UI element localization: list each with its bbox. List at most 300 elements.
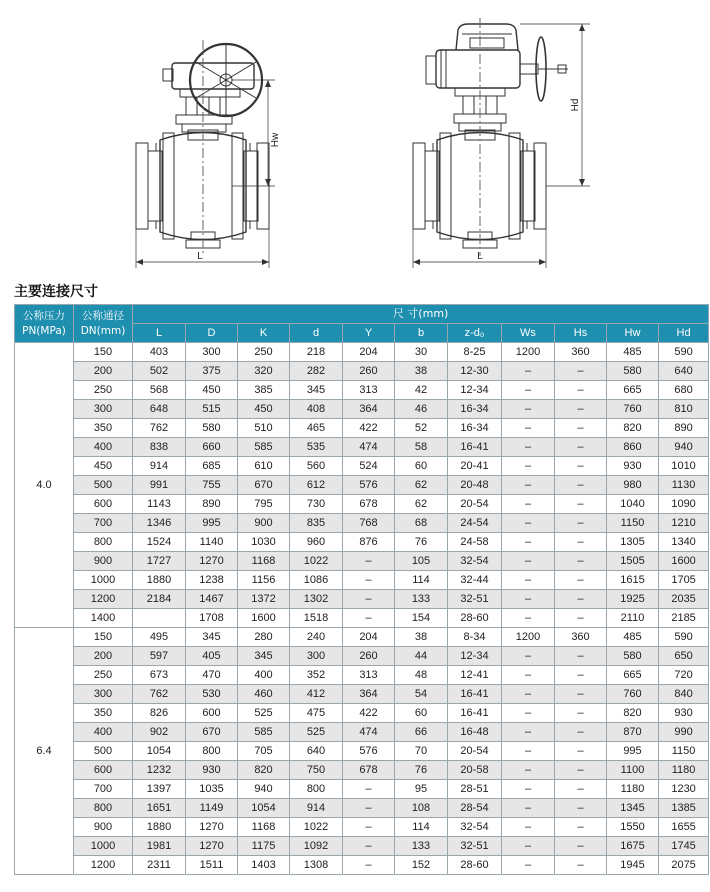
dimension-cell: 530 — [186, 685, 238, 704]
dimension-cell: 54 — [395, 685, 448, 704]
dimension-cell: – — [502, 761, 555, 780]
dimension-cell: 705 — [238, 742, 290, 761]
dimension-cell: – — [555, 514, 607, 533]
dimension-cell: 762 — [133, 419, 186, 438]
dimension-cell: 1511 — [186, 856, 238, 875]
dimension-cell: 800 — [290, 780, 343, 799]
dn-header-line1: 公称通径 — [82, 309, 124, 322]
dimension-cell: – — [502, 742, 555, 761]
dimension-cell: 1981 — [133, 837, 186, 856]
dimension-cell: – — [502, 647, 555, 666]
dimension-cell: 1054 — [133, 742, 186, 761]
dimension-cell: – — [502, 780, 555, 799]
dimension-cell: – — [555, 685, 607, 704]
dimension-cell: 1086 — [290, 571, 343, 590]
nominal-diameter-cell: 600 — [74, 495, 133, 514]
table-row — [15, 571, 709, 590]
dimension-cell: – — [502, 362, 555, 381]
dimension-cell: 568 — [133, 381, 186, 400]
dimension-cell: 640 — [290, 742, 343, 761]
gear-operated-valve-drawing — [136, 44, 269, 248]
dimension-cell: 12-30 — [448, 362, 502, 381]
dimension-cell: – — [502, 552, 555, 571]
dimension-cell: – — [555, 476, 607, 495]
dimensions-group-header: 尺 寸(mm) — [133, 305, 709, 324]
dimension-cell: – — [343, 571, 395, 590]
dimension-cell: 835 — [290, 514, 343, 533]
dimension-cell: 995 — [186, 514, 238, 533]
dimension-cell: 648 — [133, 400, 186, 419]
nominal-diameter-cell: 400 — [74, 723, 133, 742]
dimension-cell: 154 — [395, 609, 448, 628]
dimension-cell: 8-25 — [448, 343, 502, 362]
dimension-cell: 660 — [186, 438, 238, 457]
table-row — [15, 780, 709, 799]
dimension-cell: 204 — [343, 628, 395, 647]
dimension-cell: 108 — [395, 799, 448, 818]
dimension-cell: 876 — [343, 533, 395, 552]
dimension-cell: 400 — [238, 666, 290, 685]
column-header: K — [238, 324, 290, 343]
pn-header-line2: PN(MPa) — [22, 324, 66, 337]
dimension-cell: 720 — [659, 666, 709, 685]
dimension-cell: 32-51 — [448, 837, 502, 856]
dimension-cell: 38 — [395, 628, 448, 647]
dimension-cell: – — [555, 362, 607, 381]
pressure-cell: 6.4 — [15, 628, 74, 875]
table-row — [15, 514, 709, 533]
dimension-cell: 914 — [133, 457, 186, 476]
dimension-cell: 52 — [395, 419, 448, 438]
dimension-cell: 1143 — [133, 495, 186, 514]
dimension-cell: 525 — [238, 704, 290, 723]
table-row — [15, 476, 709, 495]
dimension-cell: 930 — [186, 761, 238, 780]
dimension-cell: – — [502, 856, 555, 875]
dimension-cell: – — [555, 571, 607, 590]
dimension-cell: 768 — [343, 514, 395, 533]
dimension-cell: 1655 — [659, 818, 709, 837]
dimension-cell: 313 — [343, 381, 395, 400]
nominal-diameter-cell: 250 — [74, 666, 133, 685]
hd-dimension-label: Hd — [570, 98, 581, 112]
dimension-cell: 465 — [290, 419, 343, 438]
hw-dimension-label: Hw — [270, 132, 281, 148]
dimension-cell: 260 — [343, 647, 395, 666]
dimension-cell: 1340 — [659, 533, 709, 552]
dimension-cell: 485 — [607, 343, 659, 362]
dimension-cell — [133, 609, 186, 628]
nominal-diameter-cell: 800 — [74, 533, 133, 552]
dimension-cell: – — [502, 514, 555, 533]
dimension-cell: – — [555, 799, 607, 818]
dimension-cell: 20-48 — [448, 476, 502, 495]
dimension-cell: 2311 — [133, 856, 186, 875]
table-row — [15, 742, 709, 761]
dimension-cell: 48 — [395, 666, 448, 685]
dimension-cell: 1518 — [290, 609, 343, 628]
dimension-cell: – — [555, 400, 607, 419]
dimension-cell: 16-41 — [448, 438, 502, 457]
nominal-diameter-cell: 700 — [74, 514, 133, 533]
pressure-cell: 4.0 — [15, 343, 74, 628]
dimension-cell: 474 — [343, 438, 395, 457]
dimension-cell: – — [502, 685, 555, 704]
dimension-cell: 991 — [133, 476, 186, 495]
dimension-cell: 820 — [238, 761, 290, 780]
dimension-cell: 810 — [659, 400, 709, 419]
dimension-cell: 240 — [290, 628, 343, 647]
dimension-cell: 940 — [238, 780, 290, 799]
dimension-cell: – — [555, 457, 607, 476]
dimension-cell: 360 — [555, 343, 607, 362]
dimension-cell: 422 — [343, 704, 395, 723]
dimension-cell: – — [343, 837, 395, 856]
dimension-cell: – — [343, 856, 395, 875]
table-row — [15, 362, 709, 381]
dimension-cell: 105 — [395, 552, 448, 571]
dimension-cell: 422 — [343, 419, 395, 438]
dimension-cell: 1270 — [186, 552, 238, 571]
dimension-cell: 1270 — [186, 837, 238, 856]
dimension-cell: 260 — [343, 362, 395, 381]
dimension-cell: 460 — [238, 685, 290, 704]
table-row — [15, 533, 709, 552]
dimension-cell: – — [502, 704, 555, 723]
dimension-cell: 1054 — [238, 799, 290, 818]
nominal-diameter-cell: 500 — [74, 476, 133, 495]
dimension-cell: 1600 — [659, 552, 709, 571]
nominal-diameter-cell: 250 — [74, 381, 133, 400]
dimension-cell: 95 — [395, 780, 448, 799]
dimension-cell: 1156 — [238, 571, 290, 590]
dimension-cell: 16-34 — [448, 400, 502, 419]
dimension-cell: 408 — [290, 400, 343, 419]
dimension-cell: 1100 — [607, 761, 659, 780]
dimension-cell: 1168 — [238, 818, 290, 837]
dimension-cell: 525 — [290, 723, 343, 742]
dimension-cell: 1150 — [659, 742, 709, 761]
dimension-cell: 16-34 — [448, 419, 502, 438]
dimension-cell: 42 — [395, 381, 448, 400]
table-row — [15, 343, 709, 362]
dimension-cell: 1945 — [607, 856, 659, 875]
table-body — [15, 343, 709, 875]
dimension-cell: 560 — [290, 457, 343, 476]
pn-header-line1: 公称压力 — [23, 309, 65, 322]
dimension-cell: 133 — [395, 590, 448, 609]
dimension-cell: 46 — [395, 400, 448, 419]
dimension-cell: – — [502, 590, 555, 609]
dimension-cell: 218 — [290, 343, 343, 362]
table-row — [15, 723, 709, 742]
dimension-cell: – — [555, 742, 607, 761]
dimension-cell: 1727 — [133, 552, 186, 571]
dimension-cell: 576 — [343, 476, 395, 495]
nominal-diameter-cell: 900 — [74, 818, 133, 837]
dimension-cell: 495 — [133, 628, 186, 647]
dimension-cell: 412 — [290, 685, 343, 704]
dimension-cell: 612 — [290, 476, 343, 495]
dimension-cell: 576 — [343, 742, 395, 761]
dimension-cell: 890 — [186, 495, 238, 514]
nominal-diameter-cell: 800 — [74, 799, 133, 818]
dimension-cell: 580 — [186, 419, 238, 438]
dimension-cell: 58 — [395, 438, 448, 457]
dimension-cell: 1385 — [659, 799, 709, 818]
dimension-cell: 1180 — [607, 780, 659, 799]
dimension-cell: – — [502, 837, 555, 856]
dimension-cell: – — [555, 666, 607, 685]
dimension-cell: 1346 — [133, 514, 186, 533]
dimension-cell: 1022 — [290, 552, 343, 571]
pn-header — [15, 305, 74, 343]
dimension-cell: – — [502, 381, 555, 400]
table-row — [15, 799, 709, 818]
dimension-cell: – — [343, 780, 395, 799]
dimension-cell: 890 — [659, 419, 709, 438]
dimension-cell: 2075 — [659, 856, 709, 875]
dimension-cell: 585 — [238, 723, 290, 742]
dimension-cell: 470 — [186, 666, 238, 685]
dimension-cell: – — [343, 818, 395, 837]
dimension-cell: 20-41 — [448, 457, 502, 476]
dimension-cell: 133 — [395, 837, 448, 856]
dimension-cell: – — [555, 723, 607, 742]
nominal-diameter-cell: 1000 — [74, 571, 133, 590]
dimension-cell: 680 — [659, 381, 709, 400]
table-row — [15, 837, 709, 856]
dimension-cell: – — [343, 590, 395, 609]
dimension-cell: 204 — [343, 343, 395, 362]
dimension-cell: 580 — [607, 362, 659, 381]
dimension-cell: – — [555, 552, 607, 571]
dimension-cell: 352 — [290, 666, 343, 685]
dimension-cell: 502 — [133, 362, 186, 381]
dimension-cell: 1270 — [186, 818, 238, 837]
l-dimension-label-right: L — [477, 251, 483, 262]
dimension-cell: – — [502, 457, 555, 476]
table-row — [15, 856, 709, 875]
dimension-cell: 600 — [186, 704, 238, 723]
dimension-cell: – — [555, 609, 607, 628]
dimension-cell: 665 — [607, 666, 659, 685]
l-dimension-label-left: L — [197, 251, 203, 262]
dimension-cell: 30 — [395, 343, 448, 362]
dimension-cell: 12-34 — [448, 647, 502, 666]
dimension-cell: 68 — [395, 514, 448, 533]
dimension-cell: 2185 — [659, 609, 709, 628]
dimension-cell: – — [555, 419, 607, 438]
table-row — [15, 609, 709, 628]
dimension-cell: 1175 — [238, 837, 290, 856]
dimension-cell: 800 — [186, 742, 238, 761]
table-row — [15, 495, 709, 514]
dimension-cell: 1130 — [659, 476, 709, 495]
column-header: Ws — [502, 324, 555, 343]
dimension-cell: 114 — [395, 571, 448, 590]
nominal-diameter-cell: 600 — [74, 761, 133, 780]
dimension-cell: 1230 — [659, 780, 709, 799]
dimension-cell: 1232 — [133, 761, 186, 780]
dimension-cell: 1200 — [502, 628, 555, 647]
dimension-cell: – — [502, 818, 555, 837]
dimension-cell: 485 — [607, 628, 659, 647]
dimension-cell: 755 — [186, 476, 238, 495]
dimension-cell: – — [502, 419, 555, 438]
dimension-cell: 760 — [607, 685, 659, 704]
table-row — [15, 419, 709, 438]
dimension-cell: 838 — [133, 438, 186, 457]
dimension-cell: 1150 — [607, 514, 659, 533]
dimension-cell: 345 — [186, 628, 238, 647]
dimension-cell: 902 — [133, 723, 186, 742]
dimension-cell: 24-58 — [448, 533, 502, 552]
dimension-cell: 364 — [343, 400, 395, 419]
column-header: Hw — [607, 324, 659, 343]
dimension-cell: 510 — [238, 419, 290, 438]
nominal-diameter-cell: 200 — [74, 362, 133, 381]
dimension-cell: 32-51 — [448, 590, 502, 609]
dimension-cell: 597 — [133, 647, 186, 666]
dimension-cell: – — [343, 799, 395, 818]
dimension-cell: 914 — [290, 799, 343, 818]
dimension-cell: 405 — [186, 647, 238, 666]
dimension-cell: 826 — [133, 704, 186, 723]
dimension-cell: 1308 — [290, 856, 343, 875]
dimension-cell: 640 — [659, 362, 709, 381]
dimension-cell: – — [555, 780, 607, 799]
dimension-table — [14, 304, 709, 875]
nominal-diameter-cell: 350 — [74, 419, 133, 438]
dimension-cell: 1372 — [238, 590, 290, 609]
dimension-cell: – — [555, 704, 607, 723]
table-row — [15, 628, 709, 647]
dimension-cell: 28-54 — [448, 799, 502, 818]
electric-actuated-valve-drawing — [413, 24, 568, 248]
dimension-cell: 1168 — [238, 552, 290, 571]
dimension-cell: 1615 — [607, 571, 659, 590]
dimension-cell: 795 — [238, 495, 290, 514]
dimension-cell: 20-54 — [448, 495, 502, 514]
dimension-cell: 610 — [238, 457, 290, 476]
nominal-diameter-cell: 1200 — [74, 856, 133, 875]
column-header: Hs — [555, 324, 607, 343]
dimension-cell: – — [555, 590, 607, 609]
nominal-diameter-cell: 1400 — [74, 609, 133, 628]
dimension-cell: 385 — [238, 381, 290, 400]
dimension-cell: – — [502, 400, 555, 419]
dimension-cell: 1880 — [133, 571, 186, 590]
dimension-cell: 1745 — [659, 837, 709, 856]
dimension-cell: 730 — [290, 495, 343, 514]
dimension-cell: 930 — [659, 704, 709, 723]
dimension-cell: 760 — [607, 400, 659, 419]
dimension-cell: 762 — [133, 685, 186, 704]
dimension-cell: – — [502, 476, 555, 495]
dimension-cell: – — [555, 533, 607, 552]
dimension-cell: – — [502, 495, 555, 514]
dimension-cell: – — [555, 761, 607, 780]
dimension-cell: – — [502, 438, 555, 457]
valve-drawings — [0, 0, 710, 275]
dimension-cell: – — [343, 552, 395, 571]
dimension-cell: 820 — [607, 704, 659, 723]
dimension-cell: 1880 — [133, 818, 186, 837]
dimension-cell: – — [555, 818, 607, 837]
dimension-cell: 345 — [290, 381, 343, 400]
dimension-cell: 60 — [395, 457, 448, 476]
dimension-cell: 535 — [290, 438, 343, 457]
dimension-cell: 1925 — [607, 590, 659, 609]
table-row — [15, 590, 709, 609]
dimension-cell: 66 — [395, 723, 448, 742]
column-header: D — [186, 324, 238, 343]
dimension-cell: 1040 — [607, 495, 659, 514]
dimension-cell: – — [502, 571, 555, 590]
dimension-cell: – — [555, 837, 607, 856]
nominal-diameter-cell: 1000 — [74, 837, 133, 856]
dimension-cell: 940 — [659, 438, 709, 457]
dimension-cell: 1149 — [186, 799, 238, 818]
dimension-cell: 76 — [395, 761, 448, 780]
table-row — [15, 818, 709, 837]
nominal-diameter-cell: 300 — [74, 400, 133, 419]
dimension-cell: 8-34 — [448, 628, 502, 647]
dimension-cell: 650 — [659, 647, 709, 666]
dimension-cell: 20-58 — [448, 761, 502, 780]
nominal-diameter-cell: 150 — [74, 628, 133, 647]
dimension-cell: – — [555, 381, 607, 400]
nominal-diameter-cell: 450 — [74, 457, 133, 476]
dimension-cell: 585 — [238, 438, 290, 457]
dimension-cell: 2184 — [133, 590, 186, 609]
dimension-cell: – — [502, 533, 555, 552]
nominal-diameter-cell: 200 — [74, 647, 133, 666]
dimension-cell: 1200 — [502, 343, 555, 362]
dimension-cell: 2110 — [607, 609, 659, 628]
nominal-diameter-cell: 150 — [74, 343, 133, 362]
dimension-cell: 524 — [343, 457, 395, 476]
dimension-cell: 678 — [343, 761, 395, 780]
dimension-cell: 20-54 — [448, 742, 502, 761]
dimension-cell: 44 — [395, 647, 448, 666]
dimension-cell: 300 — [290, 647, 343, 666]
dimension-cell: 1505 — [607, 552, 659, 571]
dimension-cell: 16-48 — [448, 723, 502, 742]
dimension-cell: 114 — [395, 818, 448, 837]
column-header: d — [290, 324, 343, 343]
dimension-cell: 1708 — [186, 609, 238, 628]
dn-header-line2: DN(mm) — [80, 324, 126, 337]
dimension-cell: 1238 — [186, 571, 238, 590]
dimension-cell: 820 — [607, 419, 659, 438]
dimension-cell: 1550 — [607, 818, 659, 837]
dimension-cell: 670 — [186, 723, 238, 742]
column-header: L — [133, 324, 186, 343]
dimension-cell: 1397 — [133, 780, 186, 799]
dimension-cell: 678 — [343, 495, 395, 514]
dimension-cell: 515 — [186, 400, 238, 419]
dimension-cell: 670 — [238, 476, 290, 495]
dimension-cell: 1010 — [659, 457, 709, 476]
dimension-cell: – — [555, 647, 607, 666]
dimension-cell: 665 — [607, 381, 659, 400]
dimension-cell: 1467 — [186, 590, 238, 609]
table-row — [15, 647, 709, 666]
dimension-cell: 1403 — [238, 856, 290, 875]
dimension-cell: 1092 — [290, 837, 343, 856]
